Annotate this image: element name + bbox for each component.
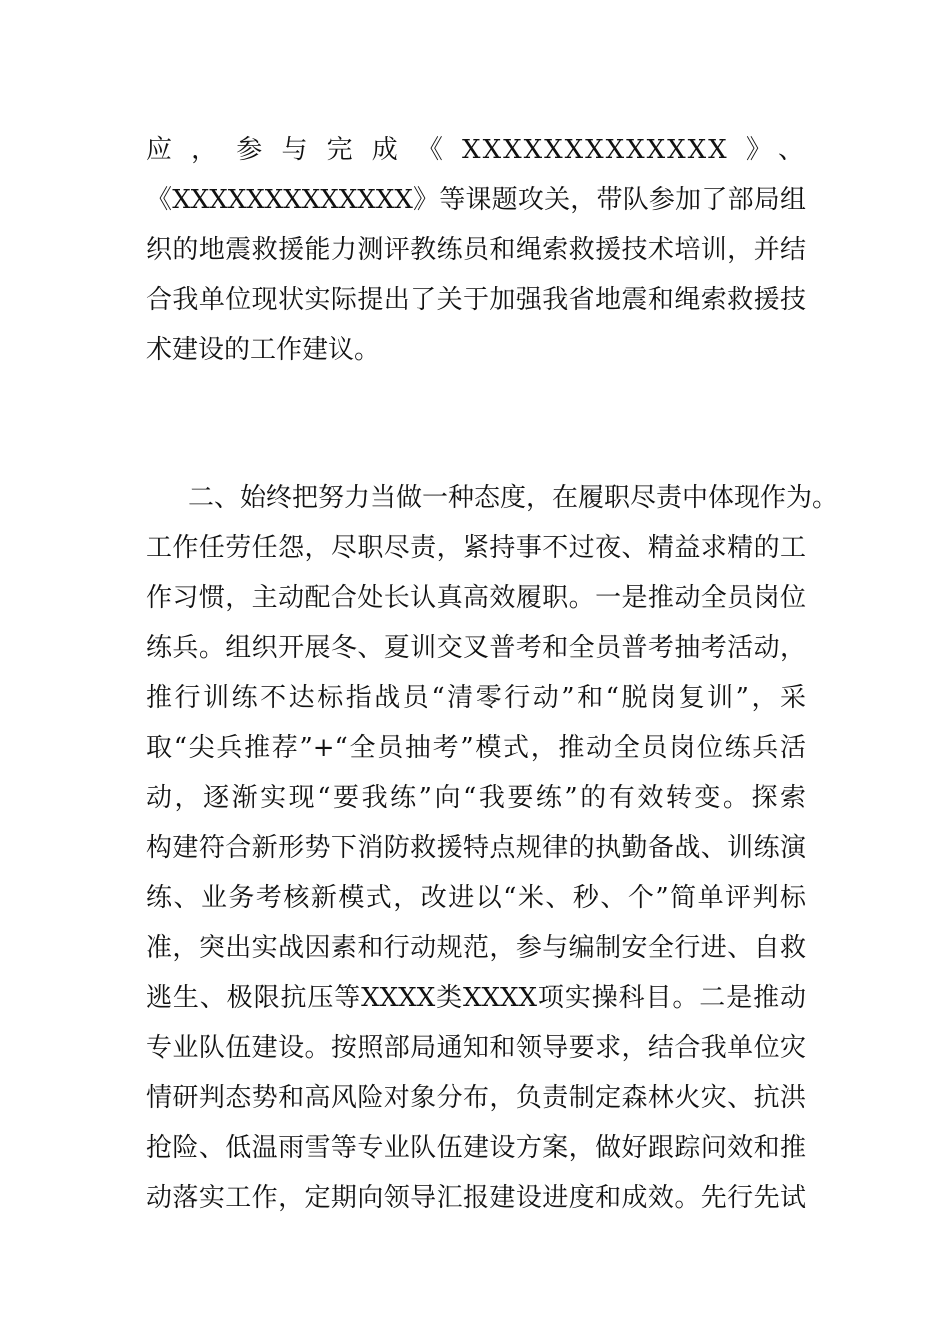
text-line: 专业队伍建设。按照部局通知和领导要求，结合我单位灾 <box>146 1033 806 1063</box>
text-line: 术建设的工作建议。 <box>146 335 381 365</box>
text-line: 合我单位现状实际提出了关于加强我省地震和绳索救援技 <box>146 285 806 315</box>
text-line: 取“尖兵推荐”+“全员抽考”模式，推动全员岗位练兵活 <box>146 733 806 763</box>
text-line: 推行训练不达标指战员“清零行动”和“脱岗复训”，采 <box>146 683 806 713</box>
text-line: 情研判态势和高风险对象分布，负责制定森林火灾、抗洪 <box>146 1083 806 1113</box>
text-line: 逃生、极限抗压等XXXX类XXXX项实操科目。二是推动 <box>146 983 806 1013</box>
text-line: 练兵。组织开展冬、夏训交叉普考和全员普考抽考活动， <box>146 633 806 663</box>
text-line: 织的地震救援能力测评教练员和绳索救援技术培训，并结 <box>146 235 806 265</box>
text-line: 动，逐渐实现“要我练”向“我要练”的有效转变。探索 <box>146 783 806 813</box>
text-line: 应，参与完成《XXXXXXXXXXXXX》、 <box>146 135 806 165</box>
text-line: 抢险、低温雨雪等专业队伍建设方案，做好跟踪问效和推 <box>146 1133 806 1163</box>
text-line: 动落实工作，定期向领导汇报建设进度和成效。先行先试 <box>146 1183 806 1213</box>
text-line: 二、始终把努力当做一种态度，在履职尽责中体现作为。 <box>188 483 839 513</box>
text-line: 构建符合新形势下消防救援特点规律的执勤备战、训练演 <box>146 833 806 863</box>
text-line: 准，突出实战因素和行动规范，参与编制安全行进、自救 <box>146 933 806 963</box>
text-line: 工作任劳任怨，尽职尽责，紧持事不过夜、精益求精的工 <box>146 533 806 563</box>
text-line: 《XXXXXXXXXXXXX》等课题攻关，带队参加了部局组 <box>146 185 806 215</box>
text-line: 作习惯，主动配合处长认真高效履职。一是推动全员岗位 <box>146 583 806 613</box>
text-line: 练、业务考核新模式，改进以“米、秒、个”简单评判标 <box>146 883 806 913</box>
